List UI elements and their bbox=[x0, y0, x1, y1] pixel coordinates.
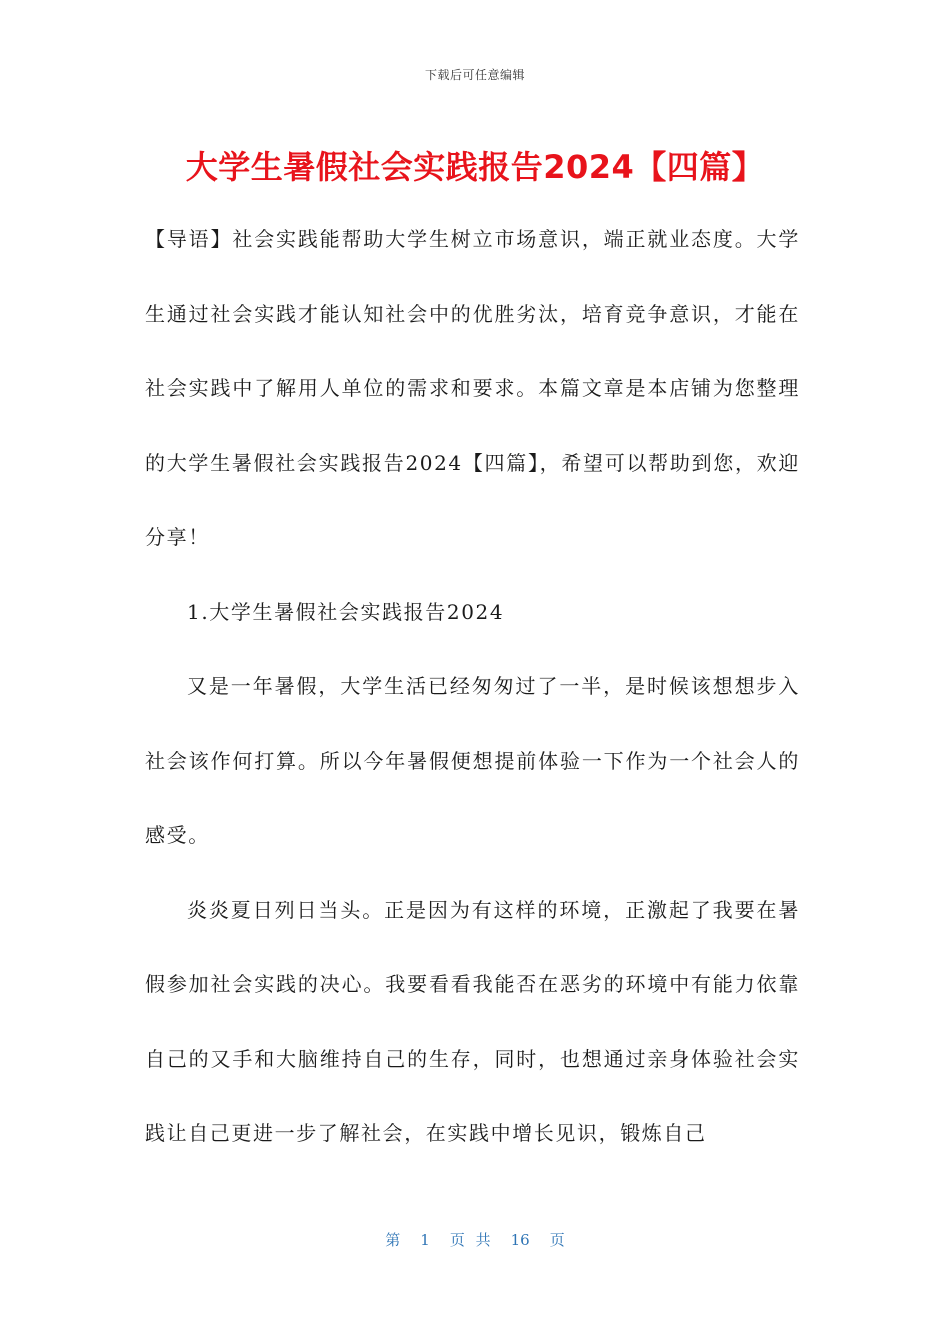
header-note: 下载后可任意编辑 bbox=[424, 68, 525, 82]
page-current: 1 bbox=[420, 1231, 430, 1249]
body-paragraph: 炎炎夏日列日当头。正是因为有这样的环境，正激起了我要在暑假参加社会实践的决心。我要看看我能否在恶劣的环境中有能力依靠自己的又手和大脑维持自己的生存，同时，也想通过亲身体验社会实践让自己更进一步了解社会，在实践中增长见识，锻炼自己 bbox=[145, 897, 800, 1145]
document-body bbox=[145, 202, 800, 1171]
body-paragraph: 又是一年暑假，大学生活已经匆匆过了一半，是时候该想想步入社会该作何打算。所以今年暑假便想提前体验一下作为一个社会人的感受。 bbox=[145, 674, 800, 847]
section-heading: 1.大学生暑假社会实践报告2024 bbox=[187, 599, 505, 624]
document-title: 大学生暑假社会实践报告2024【四篇】 bbox=[185, 148, 765, 186]
intro-paragraph: 【导语】社会实践能帮助大学生树立市场意识，端正就业态度。大学生通过社会实践才能认知社会中的优胜劣汰，培育竞争意识，才能在社会实践中了解用人单位的需求和要求。本篇文章是本店铺为您整理的大学生暑假社会实践报告2024【四篇】，希望可以帮助到您，欢迎分享！ bbox=[145, 227, 800, 549]
page-label: 第 bbox=[385, 1231, 401, 1249]
page-total: 16 bbox=[510, 1231, 530, 1249]
page-mid: 页 共 bbox=[449, 1231, 491, 1249]
page-end: 页 bbox=[549, 1231, 565, 1249]
page-number-footer bbox=[0, 1229, 950, 1250]
